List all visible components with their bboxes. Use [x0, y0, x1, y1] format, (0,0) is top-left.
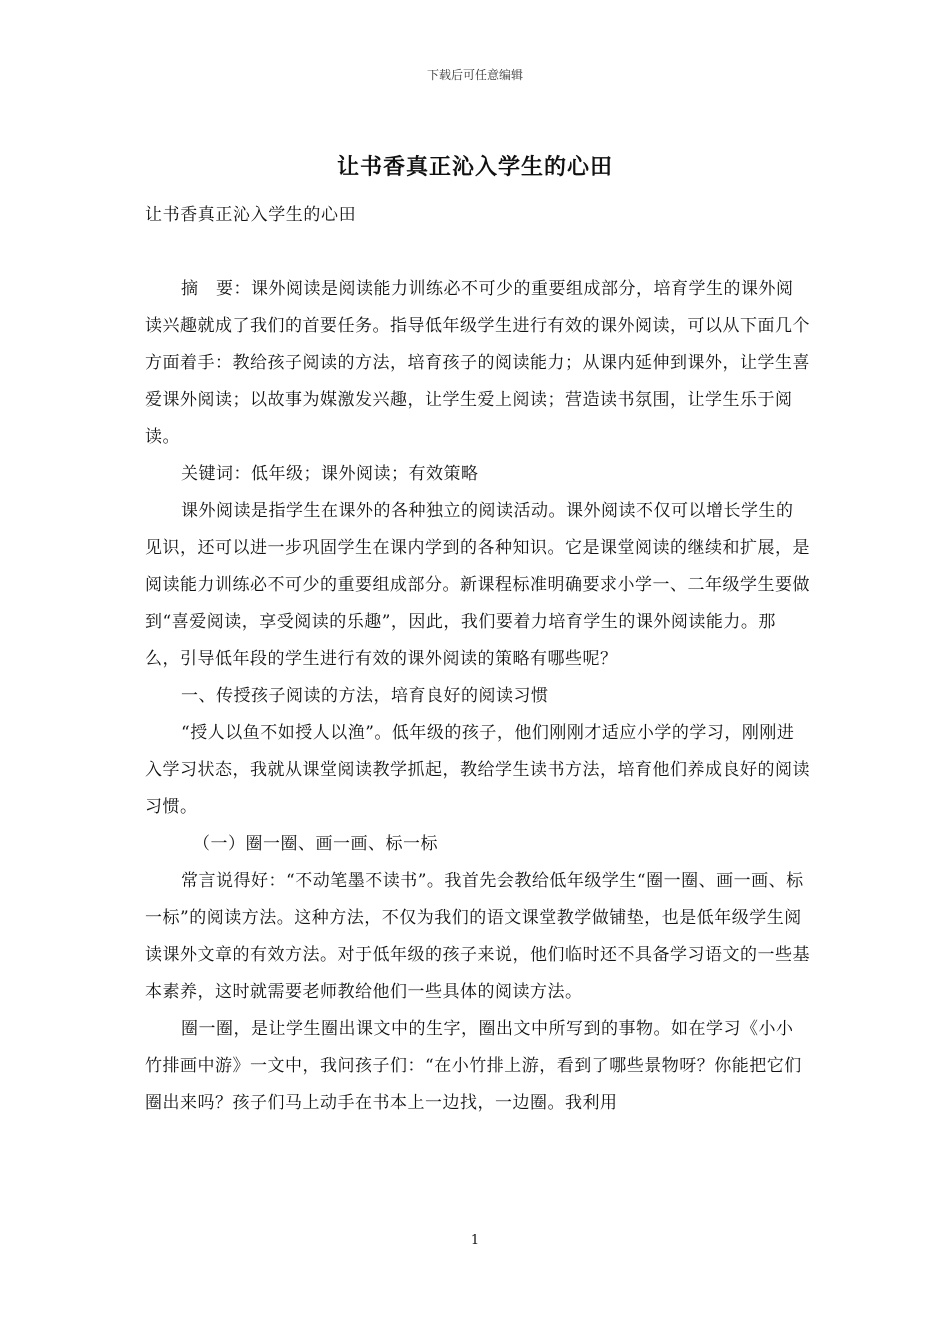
body-paragraph: 圈一圈，是让学生圈出课文中的生字，圈出文中所写到的事物。如在学习《小小竹排画中游》一文中，我问孩子们：“在小竹排上游，看到了哪些景物呀？你能把它们圈出来吗？孩子们马上动手在书本上一边找，一边圈。我利用: [145, 1019, 802, 1113]
page-number: 1: [470, 1233, 480, 1248]
body-paragraph: “授人以鱼不如授人以渔”。低年级的孩子，他们刚刚才适应小学的学习，刚刚进入学习状态，我就从课堂阅读教学抓起，教给学生读书方法，培育他们养成良好的阅读习惯。: [145, 723, 810, 817]
abstract-paragraph: 摘 要：课外阅读是阅读能力训练必不可少的重要组成部分，培育学生的课外阅读兴趣就成了我们的首要任务。指导低年级学生进行有效的课外阅读，可以从下面几个方面着手：教给孩子阅读的方法，培育孩子的阅读能力；从课内延伸到课外，让学生喜爱课外阅读；以故事为媒激发兴趣，让学生爱上阅读；营造读书氛围，让学生乐于阅读。: [145, 279, 810, 447]
body-paragraph: 课外阅读是指学生在课外的各种独立的阅读活动。课外阅读不仅可以增长学生的见识，还可以进一步巩固学生在课内学到的各种知识。它是课堂阅读的继续和扩展，是阅读能力训练必不可少的重要组成部分。新课程标准明确要求小学一、二年级学生要做到“喜爱阅读，享受阅读的乐趣”，因此，我们要着力培育学生的课外阅读能力。那么，引导低年段的学生进行有效的课外阅读的策略有哪些呢？: [145, 501, 810, 669]
document-body: [145, 271, 810, 1122]
page-header: 下载后可任意编辑: [426, 68, 523, 82]
subsection-heading: （一）圈一圈、画一画、标一标: [193, 834, 438, 854]
keywords-line: 关键词：低年级；课外阅读；有效策略: [181, 464, 479, 484]
document-subtitle: 让书香真正沁入学生的心田: [145, 205, 357, 225]
document-title: 让书香真正沁入学生的心田: [336, 154, 613, 180]
section-heading: 一、传授孩子阅读的方法，培育良好的阅读习惯: [181, 686, 549, 706]
body-paragraph: 常言说得好：“不动笔墨不读书”。我首先会教给低年级学生“圈一圈、画一画、标一标”的阅读方法。这种方法，不仅为我们的语文课堂教学做铺垫，也是低年级学生阅读课外文章的有效方法。对于低年级的孩子来说，他们临时还不具备学习语文的一些基本素养，这时就需要老师教给他们一些具体的阅读方法。: [145, 871, 810, 1002]
